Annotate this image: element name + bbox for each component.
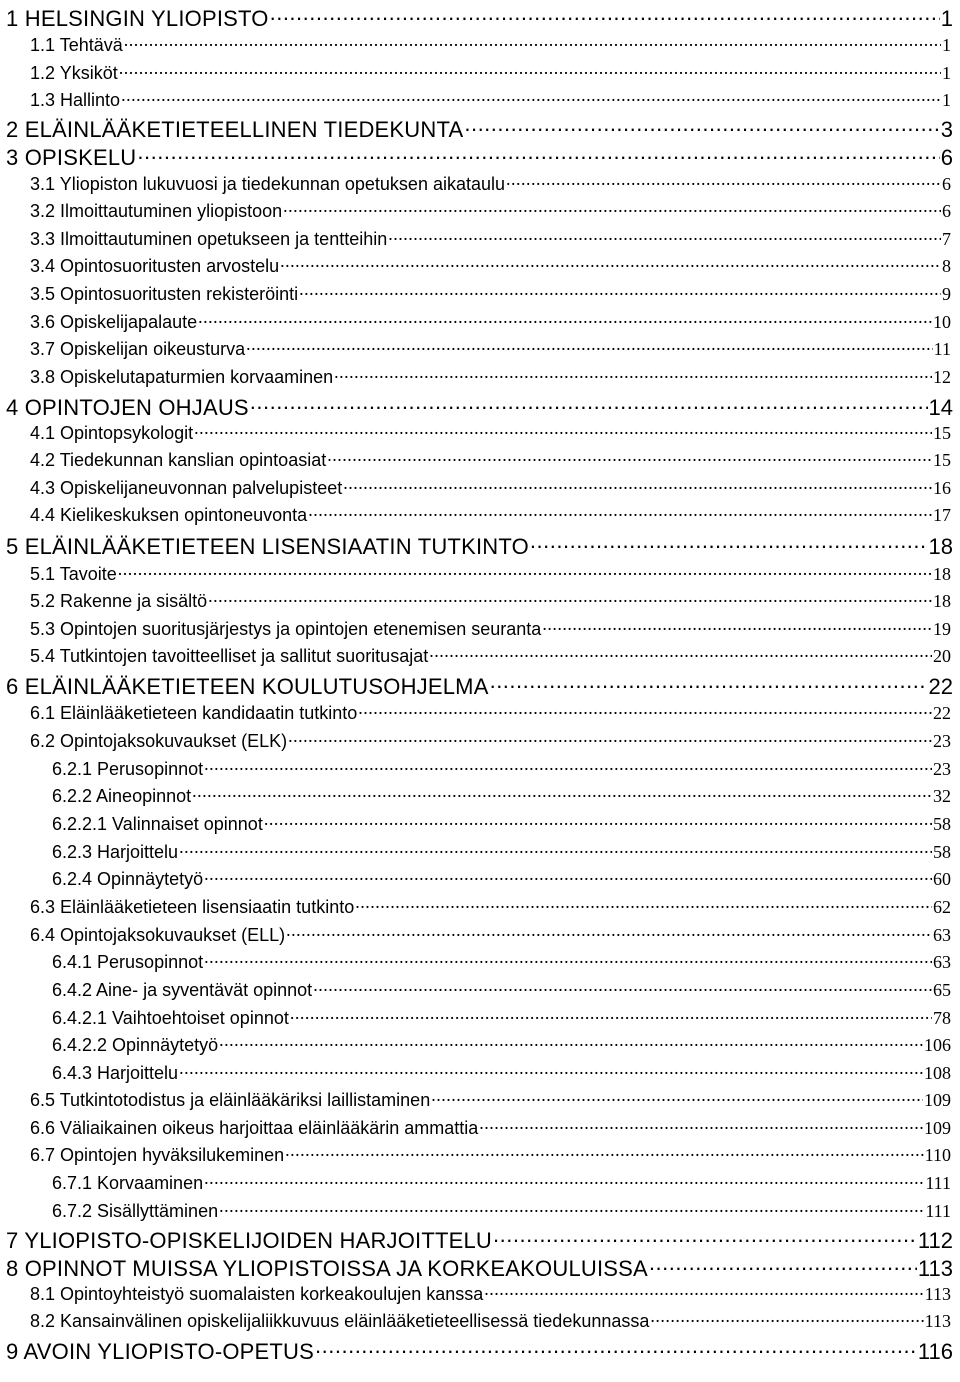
toc-dot-leader [203, 757, 932, 775]
toc-dot-leader [191, 784, 932, 802]
toc-entry-title: 5.2 Rakenne ja sisältö [30, 591, 208, 611]
toc-entry-title: 8.2 Kansainvälinen opiskelijaliikkuvuus eläinlääketieteellisessä tiedekunnassa [30, 1311, 650, 1331]
toc-entry-title: 4.1 Opintopsykologit [30, 423, 194, 443]
toc-page-number: 19 [933, 619, 951, 639]
toc-entry-title: 6.2.3 Harjoittelu [52, 842, 179, 862]
toc-page-number: 6 [940, 145, 953, 170]
toc-entry-title: 6.4.2 Aine- ja syventävät opinnot [52, 980, 313, 1000]
toc-page-number: 111 [925, 1201, 951, 1221]
toc-dot-leader [245, 337, 933, 355]
toc-chapter-entry[interactable] [6, 1337, 953, 1365]
toc-section-entry[interactable] [52, 867, 951, 891]
toc-page-number: 1 [942, 90, 951, 110]
toc-section-entry[interactable] [30, 503, 951, 527]
toc-page-number: 1 [940, 6, 953, 31]
toc-entry-title: 3.5 Opintosuoritusten rekisteröinti [30, 284, 299, 304]
toc-section-entry[interactable] [30, 644, 951, 668]
toc-entry-title: 1.3 Hallinto [30, 90, 121, 110]
toc-dot-leader [123, 33, 941, 51]
toc-dot-leader [428, 644, 932, 662]
toc-page-number: 63 [933, 925, 951, 945]
toc-section-entry[interactable] [30, 365, 951, 389]
toc-page-number: 65 [933, 980, 951, 1000]
toc-page-number: 15 [933, 423, 951, 443]
toc-entry-title: 6.3 Eläinlääketieteen lisensiaatin tutkinto [30, 897, 355, 917]
toc-dot-leader [430, 1088, 923, 1106]
toc-section-entry[interactable] [30, 337, 951, 361]
toc-page-number: 9 [942, 284, 951, 304]
toc-dot-leader [541, 617, 932, 635]
toc-dot-leader [354, 895, 932, 913]
toc-dot-leader [314, 1337, 917, 1359]
toc-section-entry[interactable] [30, 589, 951, 613]
toc-entry-title: 5 ELÄINLÄÄKETIETEEN LISENSIAATIN TUTKINTO [6, 534, 529, 559]
toc-dot-leader [218, 1033, 923, 1051]
toc-entry-title: 9 AVOIN YLIOPISTO-OPETUS [6, 1339, 315, 1364]
toc-entry-title: 6.2.2.1 Valinnaiset opinnot [52, 814, 263, 834]
toc-dot-leader [118, 61, 941, 79]
toc-chapter-entry[interactable] [6, 532, 953, 560]
toc-entry-title: 5.3 Opintojen suoritusjärjestys ja opintojen etenemisen seuranta [30, 619, 542, 639]
toc-entry-title: 7 YLIOPISTO-OPISKELIJOIDEN HARJOITTELU [6, 1228, 493, 1253]
toc-dot-leader [284, 1143, 924, 1161]
toc-dot-leader [207, 589, 932, 607]
toc-dot-leader [505, 172, 941, 190]
toc-dot-leader [279, 254, 941, 272]
toc-section-entry[interactable] [52, 784, 951, 808]
toc-chapter-entry[interactable] [6, 143, 953, 171]
toc-section-entry[interactable] [52, 757, 951, 781]
toc-chapter-entry[interactable] [6, 393, 953, 421]
toc-entry-title: 6.7.1 Korvaaminen [52, 1173, 204, 1193]
toc-dot-leader [298, 282, 941, 300]
toc-entry-title: 4.4 Kielikeskuksen opintoneuvonta [30, 505, 308, 525]
toc-entry-title: 8.1 Opintoyhteistyö suomalaisten korkeakoulujen kanssa [30, 1284, 484, 1304]
toc-section-entry[interactable] [30, 254, 951, 278]
toc-page-number: 18 [933, 591, 951, 611]
toc-page-number: 113 [924, 1284, 951, 1304]
toc-section-entry[interactable] [52, 1033, 951, 1057]
toc-dot-leader [203, 867, 932, 885]
toc-page-number: 6 [942, 174, 951, 194]
toc-page-number: 1 [942, 63, 951, 83]
toc-page-number: 58 [933, 814, 951, 834]
toc-entry-title: 6.2 Opintojaksokuvaukset (ELK) [30, 731, 288, 751]
toc-dot-leader [312, 978, 932, 996]
toc-dot-leader [287, 729, 932, 747]
toc-page-number: 78 [933, 1008, 951, 1028]
toc-section-entry[interactable] [30, 729, 951, 753]
toc-page-number: 16 [933, 478, 951, 498]
toc-entry-title: 6.4 Opintojaksokuvaukset (ELL) [30, 925, 286, 945]
toc-dot-leader [178, 1061, 923, 1079]
toc-page-number: 3 [940, 117, 953, 142]
toc-entry-title: 1.1 Tehtävä [30, 35, 123, 55]
toc-page-number: 108 [924, 1063, 951, 1083]
toc-page-number: 20 [933, 646, 951, 666]
toc-dot-leader [463, 115, 939, 137]
toc-chapter-entry[interactable] [6, 115, 953, 143]
toc-entry-title: 5.4 Tutkintojen tavoitteelliset ja sallitut suoritusajat [30, 646, 429, 666]
toc-page-number: 62 [933, 897, 951, 917]
toc-page-number: 23 [933, 759, 951, 779]
toc-dot-leader [307, 503, 932, 521]
toc-section-entry[interactable] [30, 172, 951, 196]
toc-entry-title: 3.3 Ilmoittautuminen opetukseen ja tentteihin [30, 229, 388, 249]
toc-dot-leader [483, 1282, 923, 1300]
toc-entry-title: 6.4.2.1 Vaihtoehtoiset opinnot [52, 1008, 289, 1028]
toc-dot-leader [178, 840, 932, 858]
toc-section-entry[interactable] [30, 1309, 951, 1333]
toc-entry-title: 6.7 Opintojen hyväksilukeminen [30, 1145, 285, 1165]
toc-entry-title: 6.2.2 Aineopinnot [52, 786, 192, 806]
toc-section-entry[interactable] [30, 1116, 951, 1140]
toc-page-number: 111 [925, 1173, 951, 1193]
toc-section-entry[interactable] [30, 923, 951, 947]
toc-page-number: 18 [933, 564, 951, 584]
toc-entry-title: 3.8 Opiskelutapaturmien korvaaminen [30, 367, 334, 387]
toc-dot-leader [117, 562, 932, 580]
toc-page-number: 8 [942, 256, 951, 276]
toc-entry-title: 6.4.3 Harjoittelu [52, 1063, 179, 1083]
toc-dot-leader [489, 672, 928, 694]
toc-entry-title: 5.1 Tavoite [30, 564, 117, 584]
toc-page-number: 22 [928, 674, 953, 699]
toc-section-entry[interactable] [52, 1171, 951, 1195]
toc-page-number: 10 [933, 312, 951, 332]
toc-page-number: 14 [928, 395, 953, 420]
toc-dot-leader [218, 1199, 924, 1217]
toc-page-number: 15 [933, 450, 951, 470]
toc-dot-leader [285, 923, 932, 941]
toc-dot-leader [120, 88, 941, 106]
toc-section-entry[interactable] [52, 978, 951, 1002]
toc-entry-title: 3.2 Ilmoittautuminen yliopistoon [30, 201, 283, 221]
toc-chapter-entry[interactable] [6, 1254, 953, 1282]
toc-entry-title: 6.7.2 Sisällyttäminen [52, 1201, 219, 1221]
toc-entry-title: 6 ELÄINLÄÄKETIETEEN KOULUTUSOHJELMA [6, 674, 489, 699]
toc-section-entry[interactable] [52, 950, 951, 974]
toc-section-entry[interactable] [30, 1282, 951, 1306]
toc-entry-title: 3.6 Opiskelijapalaute [30, 312, 198, 332]
toc-section-entry[interactable] [30, 562, 951, 586]
toc-chapter-entry[interactable] [6, 1226, 953, 1254]
toc-entry-title: 6.4.1 Perusopinnot [52, 952, 204, 972]
toc-page-number: 63 [933, 952, 951, 972]
toc-dot-leader [478, 1116, 923, 1134]
toc-entry-title: 4 OPINTOJEN OHJAUS [6, 395, 249, 420]
toc-page-number: 1 [942, 35, 951, 55]
toc-dot-leader [203, 950, 932, 968]
toc-dot-leader [203, 1171, 924, 1189]
toc-page-number: 113 [924, 1311, 951, 1331]
toc-entry-title: 6.2.1 Perusopinnot [52, 759, 204, 779]
toc-section-entry[interactable] [30, 310, 951, 334]
toc-page-number: 110 [924, 1145, 951, 1165]
toc-dot-leader [492, 1226, 917, 1248]
toc-page-number: 11 [933, 339, 951, 359]
toc-entry-title: 6.6 Väliaikainen oikeus harjoittaa eläinlääkärin ammattia [30, 1118, 479, 1138]
toc-section-entry[interactable] [30, 199, 951, 223]
toc-page-number: 22 [933, 703, 951, 723]
toc-section-entry[interactable] [30, 476, 951, 500]
toc-dot-leader [648, 1254, 917, 1276]
toc-section-entry[interactable] [52, 812, 951, 836]
toc-entry-title: 6.5 Tutkintotodistus ja eläinlääkäriksi laillistaminen [30, 1090, 431, 1110]
toc-dot-leader [357, 701, 932, 719]
toc-dot-leader [269, 4, 940, 26]
toc-dot-leader [333, 365, 932, 383]
toc-page-number: 112 [917, 1228, 953, 1253]
toc-page-number: 12 [933, 367, 951, 387]
toc-page-number: 17 [933, 505, 951, 525]
toc-dot-leader [529, 532, 928, 554]
toc-dot-leader [342, 476, 932, 494]
toc-entry-title: 4.3 Opiskelijaneuvonnan palvelupisteet [30, 478, 343, 498]
toc-dot-leader [197, 310, 932, 328]
toc-dot-leader [282, 199, 941, 217]
toc-page-number: 106 [924, 1035, 951, 1055]
toc-chapter-entry[interactable] [6, 672, 953, 700]
toc-entry-title: 2 ELÄINLÄÄKETIETEELLINEN TIEDEKUNTA [6, 117, 464, 142]
toc-page-number: 18 [928, 534, 953, 559]
toc-dot-leader [387, 227, 941, 245]
toc-entry-title: 1.2 Yksiköt [30, 63, 118, 83]
toc-dot-leader [136, 143, 939, 165]
toc-section-entry[interactable] [52, 840, 951, 864]
toc-page-number: 58 [933, 842, 951, 862]
toc-section-entry[interactable] [30, 448, 951, 472]
toc-section-entry[interactable] [30, 227, 951, 251]
toc-section-entry[interactable] [30, 1088, 951, 1112]
toc-section-entry[interactable] [52, 1006, 951, 1030]
toc-entry-title: 6.2.4 Opinnäytetyö [52, 869, 204, 889]
toc-dot-leader [649, 1309, 923, 1327]
toc-dot-leader [263, 812, 932, 830]
toc-chapter-entry[interactable] [6, 4, 953, 32]
toc-section-entry[interactable] [30, 61, 951, 85]
toc-entry-title: 3.4 Opintosuoritusten arvostelu [30, 256, 280, 276]
toc-section-entry[interactable] [30, 421, 951, 445]
toc-entry-title: 3.1 Yliopiston lukuvuosi ja tiedekunnan opetuksen aikataulu [30, 174, 506, 194]
toc-dot-leader [249, 393, 928, 415]
toc-entry-title: 8 OPINNOT MUISSA YLIOPISTOISSA JA KORKEAKOULUISSA [6, 1256, 648, 1281]
toc-section-entry[interactable] [30, 33, 951, 57]
toc-dot-leader [326, 448, 932, 466]
toc-entry-title: 6.4.2.2 Opinnäytetyö [52, 1035, 219, 1055]
toc-entry-title: 4.2 Tiedekunnan kanslian opintoasiat [30, 450, 327, 470]
toc-section-entry[interactable] [30, 88, 951, 112]
toc-page-number: 6 [942, 201, 951, 221]
toc-dot-leader [193, 421, 932, 439]
toc-section-entry[interactable] [30, 282, 951, 306]
toc-entry-title: 6.1 Eläinlääketieteen kandidaatin tutkinto [30, 703, 358, 723]
toc-page-number: 113 [917, 1256, 953, 1281]
toc-page-number: 32 [933, 786, 951, 806]
toc-section-entry[interactable] [52, 1061, 951, 1085]
toc-entry-title: 3 OPISKELU [6, 145, 137, 170]
toc-dot-leader [289, 1006, 932, 1024]
toc-page-number: 23 [933, 731, 951, 751]
toc-section-entry[interactable] [30, 617, 951, 641]
toc-entry-title: 3.7 Opiskelijan oikeusturva [30, 339, 246, 359]
toc-page-number: 60 [933, 869, 951, 889]
toc-section-entry[interactable] [30, 1143, 951, 1167]
toc-page-number: 109 [924, 1090, 951, 1110]
toc-entry-title: 1 HELSINGIN YLIOPISTO [6, 6, 269, 31]
toc-section-entry[interactable] [52, 1199, 951, 1223]
toc-page-number: 109 [924, 1118, 951, 1138]
toc-section-entry[interactable] [30, 701, 951, 725]
toc-section-entry[interactable] [30, 895, 951, 919]
toc-page-number: 116 [917, 1339, 953, 1364]
toc-page-number: 7 [942, 229, 951, 249]
